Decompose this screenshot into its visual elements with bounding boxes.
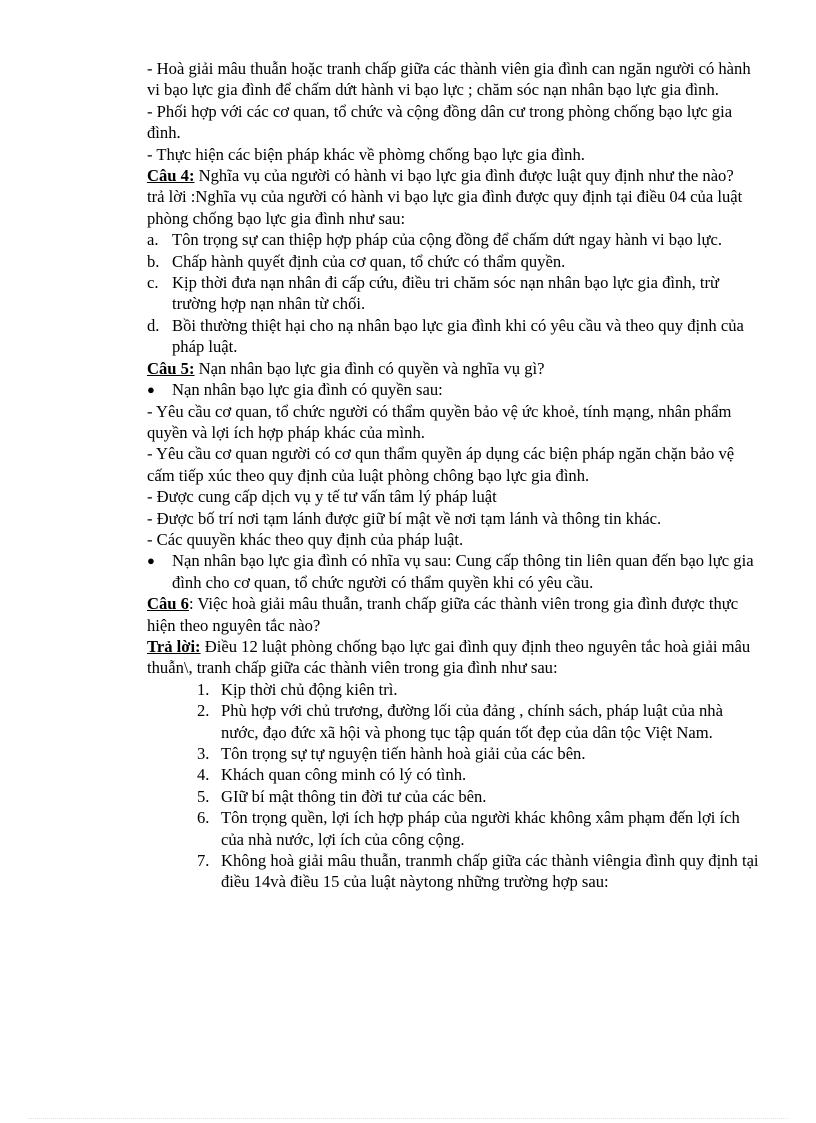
list-item <box>147 229 759 250</box>
intro-paragraph-1: - Hoà giải mâu thuẫn hoặc tranh chấp giữa các thành viên gia đình can ngăn người có hành vi bạo lực gia đình để chấm dứt hành vi bạo lực ; chăm sóc nạn nhân bạo lực gia đình. <box>147 59 751 100</box>
page-bottom-divider <box>28 1118 788 1119</box>
question-4-text: Nghĩa vụ của người có hành vi bạo lực gia đình được luật quy định như the nào? <box>194 166 734 186</box>
numbered-item-text: GIữ bí mật thông tin đời tư của các bên. <box>221 786 487 806</box>
answer-6-label: Trả lời: <box>147 636 201 656</box>
list-item-text: Tôn trọng sự can thiệp hợp pháp của cộng đồng để chấm dứt ngay hành vi bạo lực. <box>172 230 723 250</box>
list-item-text: Chấp hành quyết định của cơ quan, tổ chức có thẩm quyền. <box>172 251 566 271</box>
numbered-item-text: Kịp thời chủ động kiên trì. <box>221 679 398 699</box>
bullet-item-text: Nạn nhân bạo lực gia đình có nhĩa vụ sau: Cung cấp thông tin liên quan đến bạo lực gia đình cho cơ quan, tổ chức người có thẩm quyền khi có yêu cầu. <box>172 551 754 592</box>
bullet-icon: ● <box>147 382 155 398</box>
numbered-item-text: Không hoà giải mâu thuẫn, tranmh chấp giữa các thành viêngia đình quy định tại điều 14và điều 15 của luật nàytong những trường hợp sau: <box>221 851 759 892</box>
numbered-marker: 4. <box>197 765 210 785</box>
list-marker: c. <box>147 273 159 293</box>
question-6-label: Câu 6 <box>147 594 189 614</box>
rights-line: - Được bố trí nơi tạm lánh được giữ bí mật về nơi tạm lánh và thông tin khác. <box>147 508 662 528</box>
intro-paragraph-2: - Phối hợp với các cơ quan, tổ chức và cộng đồng dân cư trong phòng chống bạo lực gia đình. <box>147 101 733 143</box>
list-marker: b. <box>147 251 160 271</box>
answer-4: trả lời :Nghĩa vụ của người có hành vi bạo lực gia đình được quy định tại điều 04 của luật phòng chống bạo lực gia đình như sau: <box>147 187 743 228</box>
numbered-item <box>147 850 759 893</box>
numbered-marker: 3. <box>197 744 210 763</box>
answer-6-text: Điều 12 luật phòng chống bạo lực gai đình quy định theo nguyên tắc hoà giải mâu thuẫn\, tranh chấp giữa các thành viên trong gia đình như sau: <box>147 636 751 678</box>
numbered-marker: 7. <box>197 851 210 871</box>
list-marker: a. <box>147 230 159 250</box>
question-4 <box>147 165 759 186</box>
numbered-marker: 5. <box>197 786 210 806</box>
numbered-item-text: Tôn trọng sự tự nguyện tiến hành hoà giải của các bên. <box>221 744 586 763</box>
numbered-item <box>147 679 759 700</box>
intro-paragraph-3: - Thực hiện các biện pháp khác về phòmg chống bạo lực gia đình. <box>147 144 585 164</box>
bullet-item-duties <box>147 550 759 593</box>
numbered-item-text: Phù hợp với chủ trương, đường lối của đảng , chính sách, pháp luật của nhà nước, đạo đức xã hội và phong tục tập quán tốt đẹp của dân tộc Việt Nam. <box>221 701 723 742</box>
question-5-label: Câu 5: <box>147 358 195 378</box>
bullet-icon: ● <box>147 553 155 569</box>
list-marker: d. <box>147 315 160 335</box>
numbered-item <box>147 743 759 764</box>
bullet-item-rights <box>147 379 759 400</box>
question-5 <box>147 358 759 379</box>
rights-line: - Yêu cầu cơ quan, tổ chức người có thẩm quyền bảo vệ ức khoẻ, tính mạng, nhân phẩm quyền và lợi ích hợp pháp khác của mình. <box>147 401 732 442</box>
question-5-text: Nạn nhân bạo lực gia đình có quyền và nghĩa vụ gì? <box>194 358 545 378</box>
numbered-marker: 2. <box>197 701 210 721</box>
numbered-item <box>147 807 759 850</box>
numbered-item <box>147 786 759 807</box>
question-6 <box>147 593 759 636</box>
list-item <box>147 315 759 358</box>
list-item <box>147 251 759 272</box>
answer-6 <box>147 636 759 679</box>
list-item <box>147 272 759 315</box>
numbered-item <box>147 764 759 785</box>
list-item-text: Bồi thường thiệt hại cho nạ nhân bạo lực gia đình khi có yêu cầu và theo quy định của pháp luật. <box>172 315 744 357</box>
numbered-item-text: Tôn trọng quền, lợi ích hợp pháp của người khác không xâm phạm đến lợi ích của nhà nước, lợi ích của công cộng. <box>221 808 740 849</box>
question-6-text: : Việc hoà giải mâu thuẫn, tranh chấp giữa các thành viên trong gia đình được thực hiện theo nguyên tắc nào? <box>147 594 739 635</box>
numbered-item-text: Khách quan công minh có lý có tình. <box>221 765 467 785</box>
document-page <box>147 58 759 893</box>
list-item-text: Kịp thời đưa nạn nhân đi cấp cứu, điều tri chăm sóc nạn nhân bạo lực gia đình, trừ trường hợp nạn nhân từ chối. <box>172 273 720 314</box>
numbered-marker: 1. <box>197 679 210 699</box>
question-4-label: Câu 4: <box>147 166 195 186</box>
bullet-item-text: Nạn nhân bạo lực gia đình có quyền sau: <box>172 380 443 400</box>
rights-line: - Được cung cấp dịch vụ y tế tư vấn tâm lý pháp luật <box>147 487 497 507</box>
numbered-marker: 6. <box>197 808 210 828</box>
rights-line: - Các quuyền khác theo quy định của pháp luật. <box>147 529 464 549</box>
rights-line: - Yêu cầu cơ quan người có cơ qun thẩm quyền áp dụng các biện pháp ngăn chặn bảo vệ cấm tiếp xúc theo quy định của luật phòng chông bạo lực gia đình. <box>147 444 735 485</box>
numbered-item <box>147 700 759 743</box>
